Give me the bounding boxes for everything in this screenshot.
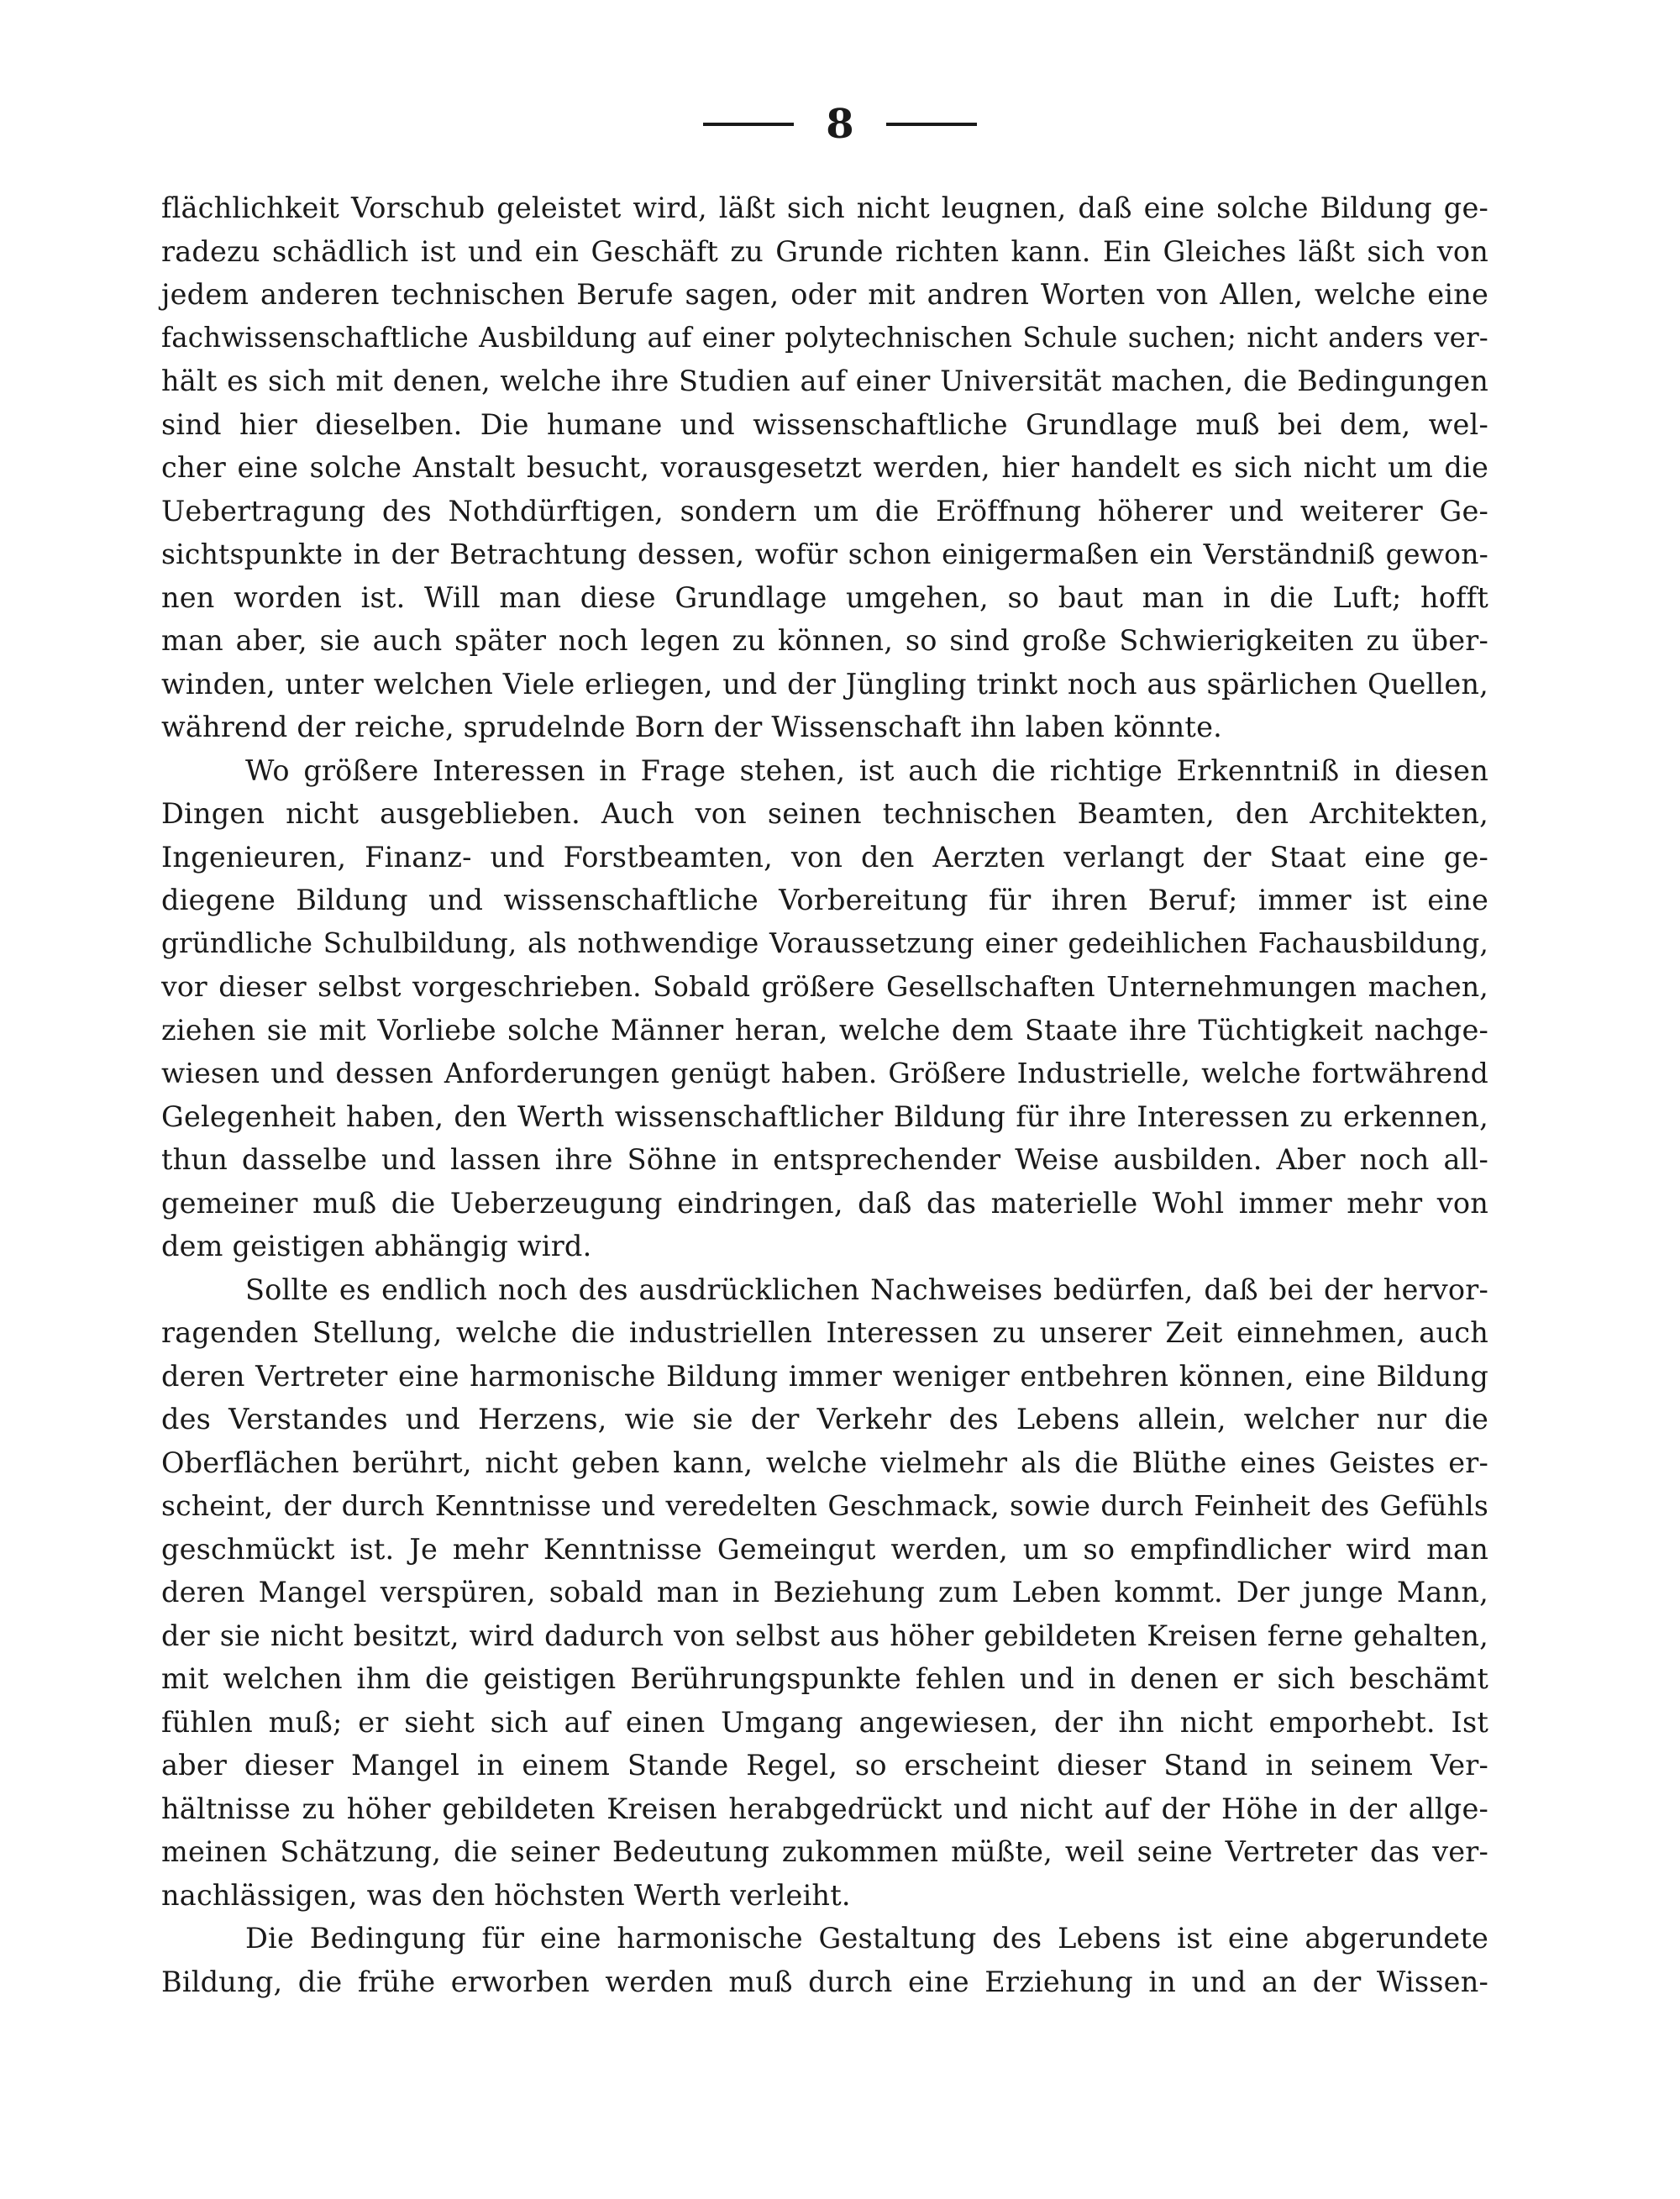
text-line: Bildung, die frühe erworben werden muß durch eine Erziehung in und an der Wissen- <box>161 1965 1488 1998</box>
text-line: ragenden Stellung, welche die industriellen Interessen zu unserer Zeit einnehmen, auch <box>161 1316 1488 1349</box>
text-line: Sollte es endlich noch des ausdrücklichen Nachweises bedürfen, daß bei der hervor- <box>245 1273 1488 1306</box>
header-rule-left <box>703 123 794 126</box>
text-line: hältnisse zu höher gebildeten Kreisen herabgedrückt und nicht auf der Höhe in der allge- <box>161 1792 1488 1825</box>
text-line: fühlen muß; er sieht sich auf einen Umgang angewiesen, der ihn nicht emporhebt. Ist <box>161 1705 1488 1739</box>
text-line: man aber, sie auch später noch legen zu können, so sind große Schwierigkeiten zu über- <box>161 624 1488 657</box>
text-line: des Verstandes und Herzens, wie sie der Verkehr des Lebens allein, welcher nur die <box>161 1403 1488 1435</box>
text-line: deren Vertreter eine harmonische Bildung immer weniger entbehren können, eine Bildung <box>161 1359 1488 1393</box>
text-line: Oberflächen berührt, nicht geben kann, welche vielmehr als die Blüthe eines Geistes er- <box>161 1446 1488 1479</box>
text-line: radezu schädlich ist und ein Geschäft zu Grunde richten kann. Ein Gleiches läßt sich von <box>161 234 1488 268</box>
page-number: 8 <box>826 101 854 148</box>
text-line: deren Mangel verspüren, sobald man in Beziehung zum Leben kommt. Der junge Mann, <box>161 1576 1488 1609</box>
text-line: sind hier dieselben. Die humane und wissenschaftliche Grundlage muß bei dem, wel- <box>161 407 1488 441</box>
text-line: aber dieser Mangel in einem Stande Regel, so erscheint dieser Stand in seinem Ver- <box>161 1749 1488 1782</box>
text-line: cher eine solche Anstalt besucht, vorausgesetzt werden, hier handelt es sich nicht um die <box>161 451 1488 484</box>
text-line: Dingen nicht ausgeblieben. Auch von seinen technischen Beamten, den Architekten, <box>161 797 1488 830</box>
text-line: jedem anderen technischen Berufe sagen, oder mit andren Worten von Allen, welche eine <box>161 278 1488 311</box>
text-line: diegene Bildung und wissenschaftliche Vorbereitung für ihren Beruf; immer ist eine <box>161 884 1488 916</box>
text-line: dem geistigen abhängig wird. <box>161 1230 592 1262</box>
text-line: Gelegenheit haben, den Werth wissenschaftlicher Bildung für ihre Interessen zu erkennen, <box>161 1100 1488 1133</box>
text-line: mit welchen ihm die geistigen Berührungspunkte fehlen und in denen er sich beschämt <box>161 1662 1488 1695</box>
text-line: der sie nicht besitzt, wird dadurch von selbst aus höher gebildeten Kreisen ferne gehalten, <box>161 1619 1488 1652</box>
text-line: gründliche Schulbildung, als nothwendige Voraussetzung einer gedeihlichen Fachausbildung, <box>161 926 1488 959</box>
text-line: sichtspunkte in der Betrachtung dessen, wofür schon einigermaßen ein Verständniß gewon- <box>161 538 1488 570</box>
text-line: meinen Schätzung, die seiner Bedeutung zukommen müßte, weil seine Vertreter das ver- <box>161 1835 1488 1868</box>
text-line: nachlässigen, was den höchsten Werth verleiht. <box>161 1878 851 1912</box>
header-rule-right <box>886 123 977 126</box>
text-line: nen worden ist. Will man diese Grundlage umgehen, so baut man in die Luft; hofft <box>161 580 1488 614</box>
page-header <box>0 99 1680 150</box>
text-line: scheint, der durch Kenntnisse und veredelten Geschmack, sowie durch Feinheit des Gefühls <box>161 1489 1488 1522</box>
text-line: vor dieser selbst vorgeschrieben. Sobald größere Gesellschaften Unternehmungen machen, <box>161 970 1488 1003</box>
text-line: Die Bedingung für eine harmonische Gestaltung des Lebens ist eine abgerundete <box>245 1922 1488 1955</box>
text-line: Uebertragung des Nothdürftigen, sondern um die Eröffnung höherer und weiterer Ge- <box>161 494 1488 527</box>
text-line: ziehen sie mit Vorliebe solche Männer heran, welche dem Staate ihre Tüchtigkeit nachge- <box>161 1013 1488 1047</box>
text-line: fachwissenschaftliche Ausbildung auf einer polytechnischen Schule suchen; nicht anders ver- <box>161 321 1488 354</box>
text-line: gemeiner muß die Ueberzeugung eindringen, daß das materielle Wohl immer mehr von <box>161 1186 1488 1220</box>
text-line: hält es sich mit denen, welche ihre Studien auf einer Universität machen, die Bedingungen <box>161 365 1488 397</box>
text-line: winden, unter welchen Viele erliegen, und der Jüngling trinkt noch aus spärlichen Quellen, <box>161 667 1488 701</box>
text-line: Ingenieuren, Finanz- und Forstbeamten, von den Aerzten verlangt der Staat eine ge- <box>161 840 1488 874</box>
body-text <box>161 186 1488 2003</box>
text-line: wiesen und dessen Anforderungen genügt haben. Größere Industrielle, welche fortwährend <box>161 1057 1488 1089</box>
text-line: thun dasselbe und lassen ihre Söhne in entsprechender Weise ausbilden. Aber noch all- <box>161 1143 1488 1176</box>
text-line: flächlichkeit Vorschub geleistet wird, läßt sich nicht leugnen, daß eine solche Bildung ge- <box>161 192 1488 224</box>
text-line: geschmückt ist. Je mehr Kenntnisse Gemeingut werden, um so empfindlicher wird man <box>161 1532 1488 1566</box>
text-line: während der reiche, sprudelnde Born der Wissenschaft ihn laben könnte. <box>161 711 1222 743</box>
text-line: Wo größere Interessen in Frage stehen, ist auch die richtige Erkenntniß in diesen <box>245 753 1488 787</box>
